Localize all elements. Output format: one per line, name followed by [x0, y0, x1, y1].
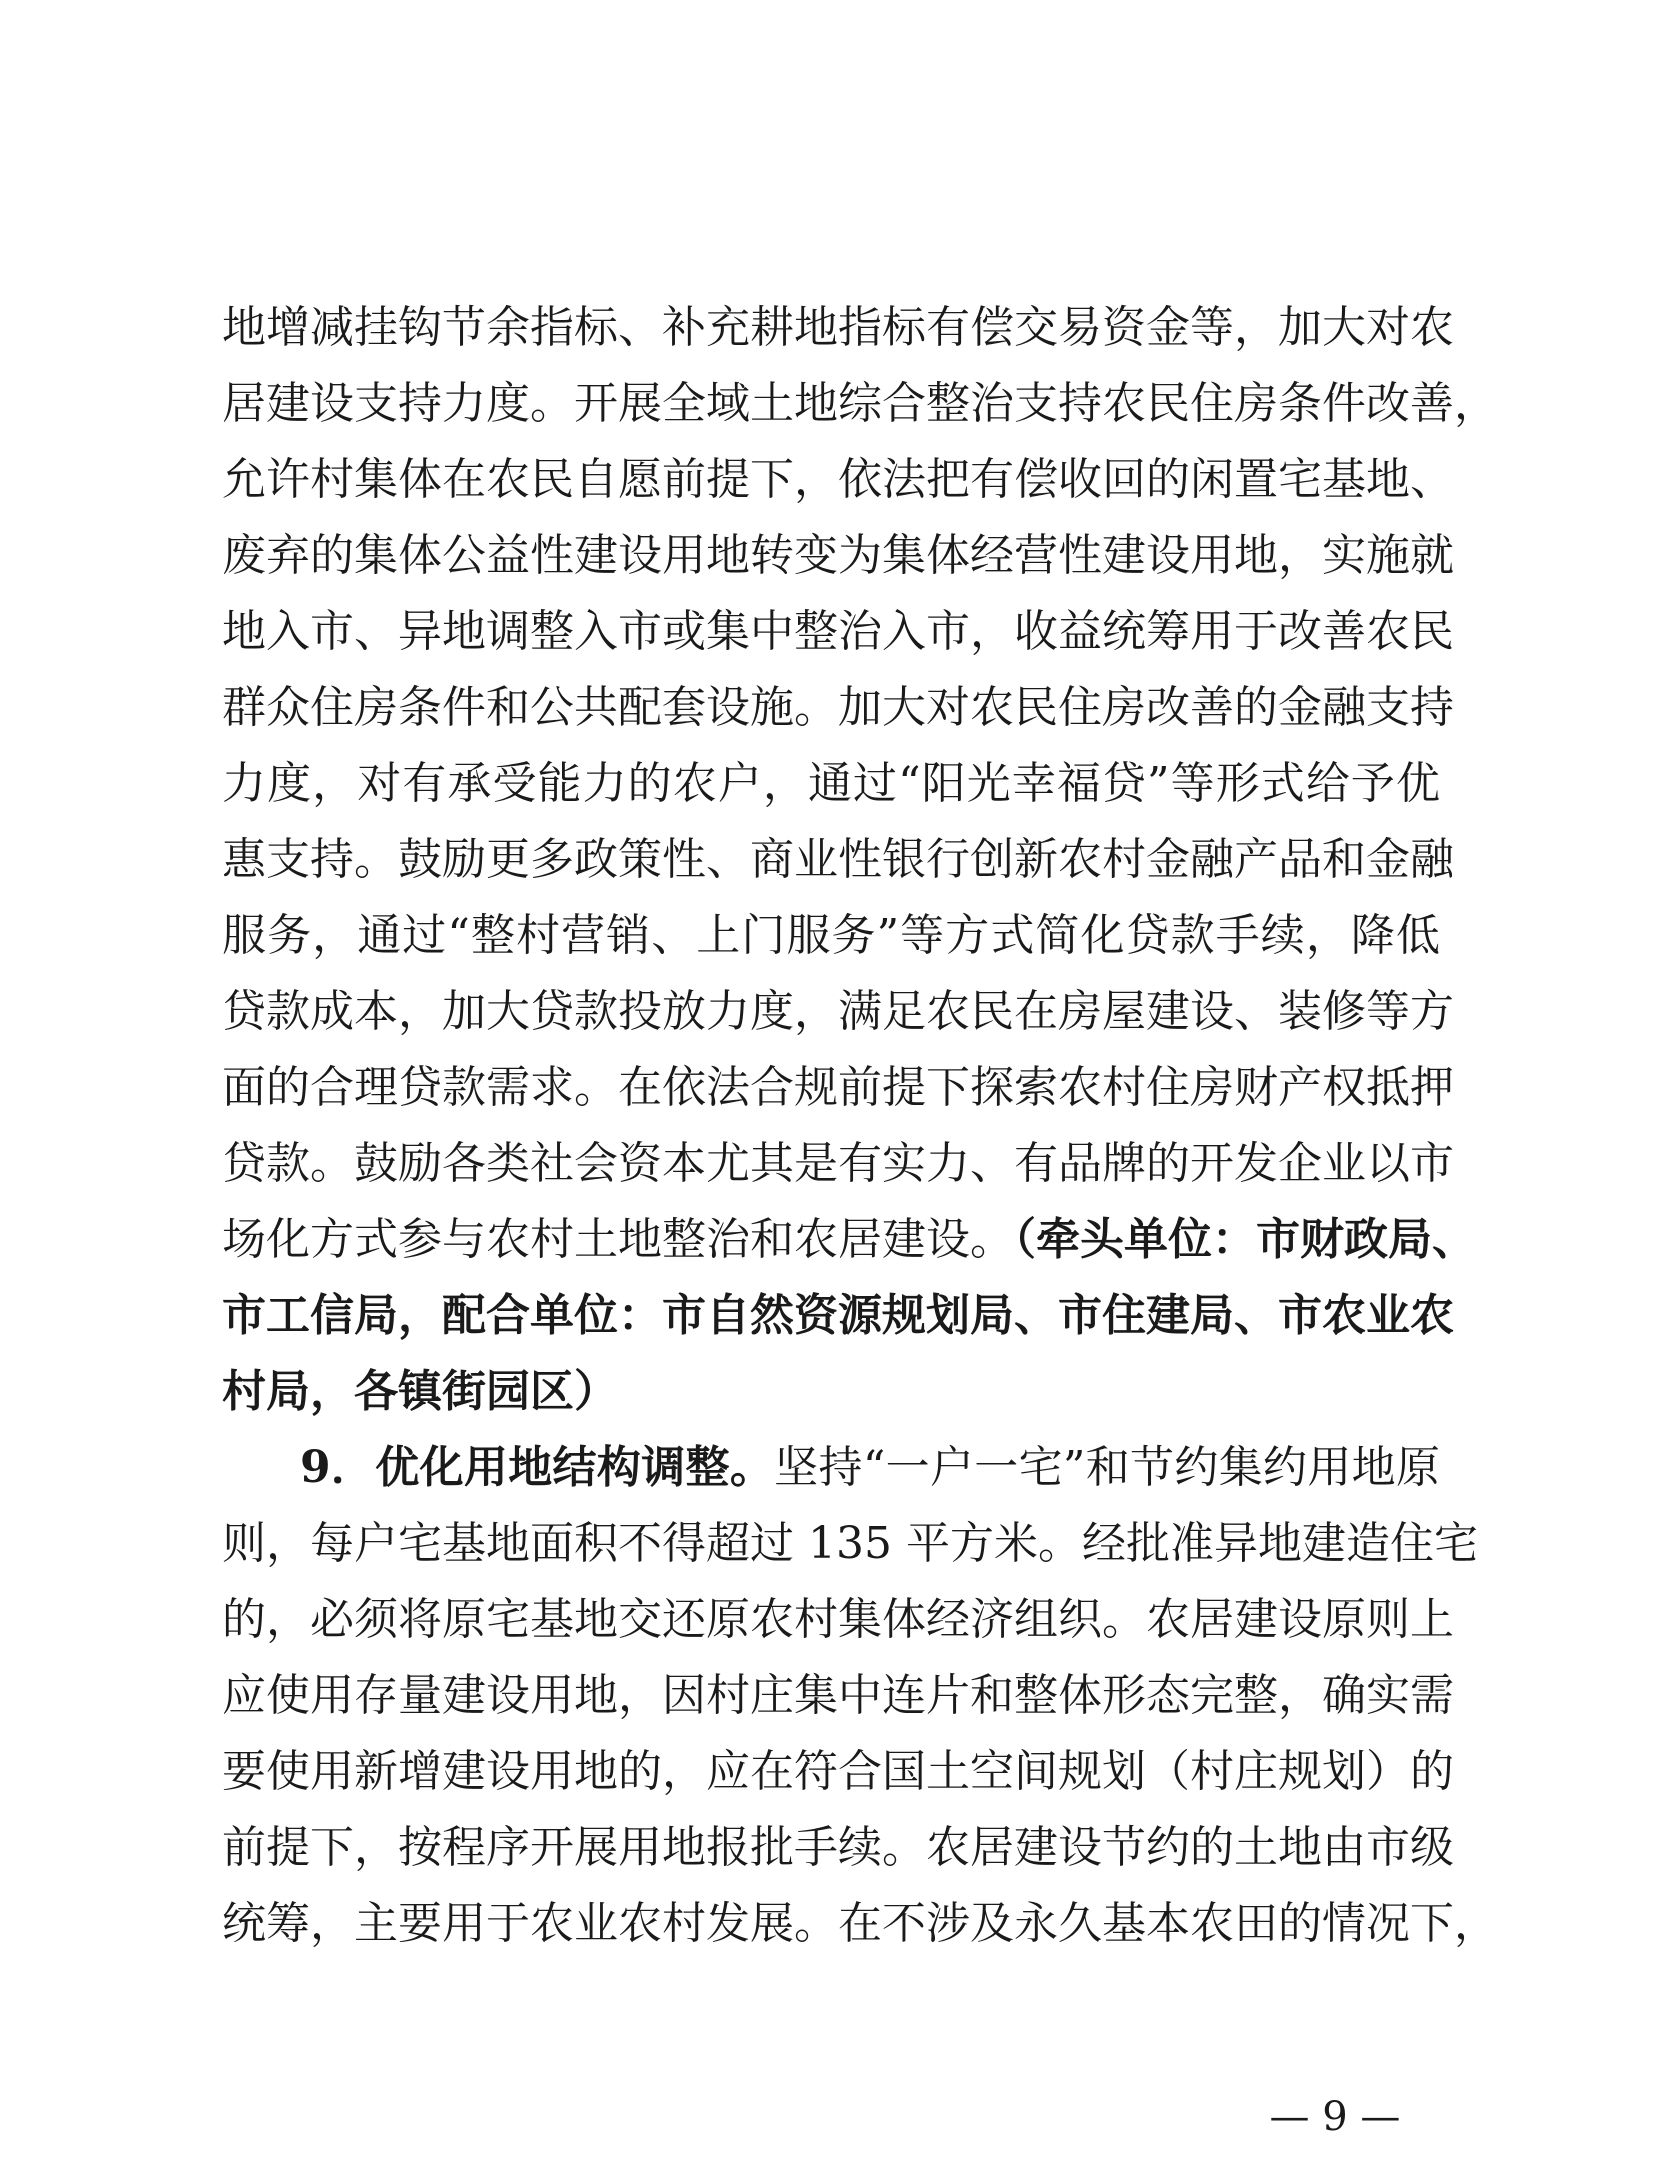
body-text-line: 居建设支持力度。开展全域土地综合整治支持农民住房条件改善，: [222, 378, 1498, 429]
body-text-line: 则，每户宅基地面积不得超过 135 平方米。经批准异地建造住宅: [222, 1518, 1478, 1569]
body-text-line: 统筹，主要用于农业农村发展。在不涉及永久基本农田的情况下，: [222, 1898, 1498, 1949]
body-text-line: 群众住房条件和公共配套设施。加大对农民住房改善的金融支持: [222, 682, 1454, 733]
section-9-first-line: [300, 1433, 1440, 1503]
body-text-line: 地入市、异地调整入市或集中整治入市，收益统筹用于改善农民: [222, 606, 1454, 657]
responsible-units-note: 市工信局，配合单位：市自然资源规划局、市住建局、市农业农: [222, 1290, 1454, 1341]
responsible-units-note: 村局，各镇街园区）: [222, 1366, 618, 1417]
body-text-line: 前提下，按程序开展用地报批手续。农居建设节约的土地由市级: [222, 1822, 1454, 1873]
body-text-line: 允许村集体在农民自愿前提下，依法把有偿收回的闲置宅基地、: [222, 454, 1454, 505]
responsible-units-note: （牵头单位：市财政局、: [1014, 1214, 1476, 1265]
body-text-line: 要使用新增建设用地的，应在符合国土空间规划（村庄规划）的: [222, 1746, 1454, 1797]
body-text-line: 服务，通过“整村营销、上门服务”等方式简化贷款手续，降低: [222, 910, 1440, 961]
body-text-line: 的，必须将原宅基地交还原农村集体经济组织。农居建设原则上: [222, 1594, 1454, 1645]
body-text: 坚持“一户一宅”和节约集约用地原: [774, 1442, 1440, 1493]
body-text: 场化方式参与农村土地整治和农居建设。: [222, 1214, 1014, 1265]
body-text-line: 惠支持。鼓励更多政策性、商业性银行创新农村金融产品和金融: [222, 834, 1454, 885]
body-text-line: 废弃的集体公益性建设用地转变为集体经营性建设用地，实施就: [222, 530, 1454, 581]
body-text-line: 贷款成本，加大贷款投放力度，满足农民在房屋建设、装修等方: [222, 986, 1454, 1037]
body-text-line: 地增减挂钩节余指标、补充耕地指标有偿交易资金等，加大对农: [222, 302, 1454, 353]
body-text-line: 面的合理贷款需求。在依法合规前提下探索农村住房财产权抵押: [222, 1062, 1454, 1113]
page-number: — 9 —: [1269, 2094, 1401, 2140]
section-9-heading: 9．优化用地结构调整。: [300, 1442, 775, 1493]
body-text-line: 力度，对有承受能力的农户，通过“阳光幸福贷”等形式给予优: [222, 758, 1440, 809]
body-text-line: 应使用存量建设用地，因村庄集中连片和整体形态完整，确实需: [222, 1670, 1454, 1721]
body-text-line-mixed: [222, 1205, 1476, 1275]
body-text-line: 贷款。鼓励各类社会资本尤其是有实力、有品牌的开发企业以市: [222, 1138, 1454, 1189]
